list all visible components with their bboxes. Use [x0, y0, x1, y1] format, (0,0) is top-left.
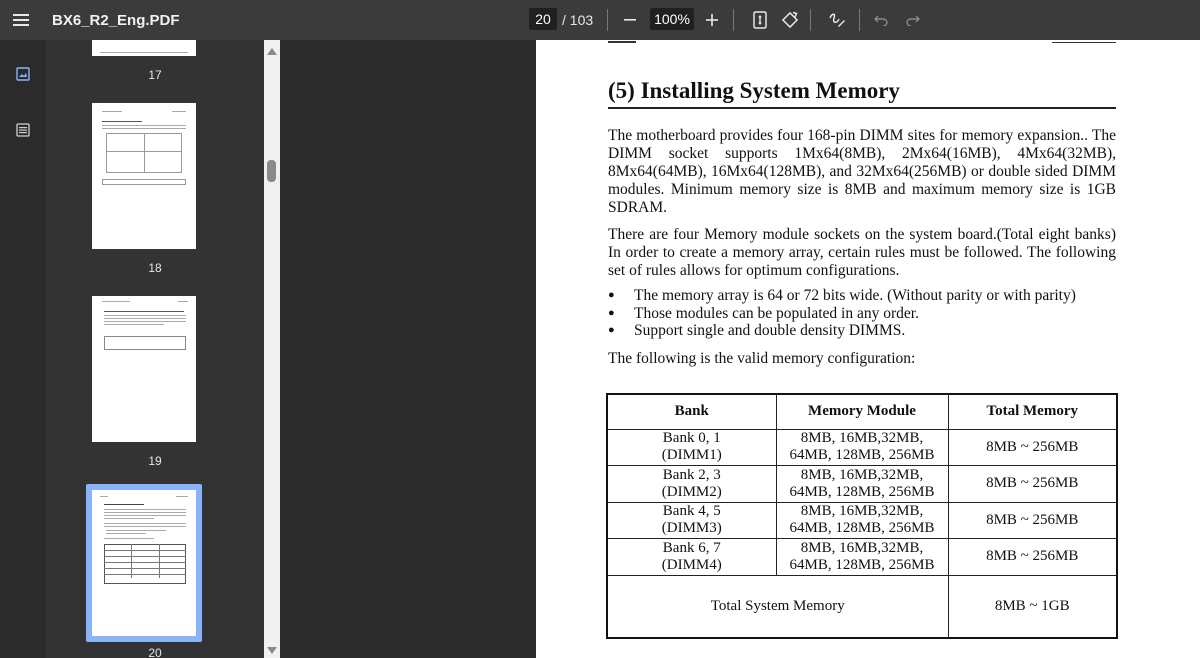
toolbar-divider: [607, 9, 608, 31]
module-cell: 8MB, 16MB,32MB, 64MB, 128MB, 256MB: [776, 429, 948, 466]
draw-icon: [828, 12, 846, 28]
paragraph: There are four Memory module sockets on the system board.(Total eight banks) In order to create a memory array, certain rules must be followed. The following set of rules allows for optimum configurations.: [608, 226, 1116, 279]
table-row: [607, 466, 1117, 503]
draw-button[interactable]: [824, 0, 850, 40]
section-title: (5) Installing System Memory: [608, 78, 900, 103]
paragraph: The following is the valid memory configuration:: [608, 350, 916, 367]
toolbar-divider: [859, 9, 860, 31]
previous-header-fragment: [608, 40, 636, 43]
paragraph: The motherboard provides four 168-pin DIMM sites for memory expansion.. The DIMM socket supports 1Mx64(8MB), 2Mx64(16MB), 4Mx64(32MB), 8Mx64(64MB), 16Mx64(128MB), and 32Mx64(256MB) or double sided DIMM modules. Minimum memory size is 8MB and maximum memory size is 1GB SDRAM.: [608, 127, 1116, 216]
thumbnail-page-number: 18: [148, 261, 162, 275]
total-cell: 8MB ~ 256MB: [948, 539, 1117, 576]
total-cell: 8MB ~ 256MB: [948, 429, 1117, 466]
top-toolbar: [0, 0, 1200, 40]
toolbar-divider: [733, 9, 734, 31]
list-item: ● Those modules can be populated in any order.: [608, 305, 1116, 323]
zoom-in-button[interactable]: [702, 0, 722, 40]
outline-icon: [16, 123, 30, 137]
total-label-cell: Total System Memory: [607, 575, 948, 638]
zoom-out-button[interactable]: [620, 0, 640, 40]
document-title: BX6_R2_Eng.PDF: [52, 11, 180, 29]
column-header: Bank: [607, 394, 776, 429]
memory-configuration-table: [606, 393, 1118, 639]
table-row: [607, 539, 1117, 576]
bank-cell: Bank 2, 3 (DIMM2): [607, 466, 776, 503]
page-thumbnail[interactable]: [92, 103, 196, 249]
column-header: Memory Module: [776, 394, 948, 429]
thumbnail-scrollbar[interactable]: [264, 40, 280, 658]
outline-view-button[interactable]: [13, 120, 33, 140]
column-header: Total Memory: [948, 394, 1117, 429]
table-total-row: [607, 575, 1117, 638]
redo-icon: [906, 14, 920, 26]
total-value-cell: 8MB ~ 1GB: [948, 575, 1117, 638]
redo-button[interactable]: [902, 0, 924, 40]
minus-icon: [624, 14, 636, 26]
page-thumbnail[interactable]: [92, 296, 196, 442]
module-cell: 8MB, 16MB,32MB, 64MB, 128MB, 256MB: [776, 502, 948, 539]
undo-button[interactable]: [870, 0, 892, 40]
plus-icon: [706, 14, 718, 26]
thumbnails-view-button[interactable]: [13, 64, 33, 84]
chapter-header-fragment: [1052, 40, 1116, 43]
page-total-label: / 103: [562, 12, 594, 28]
title-underline: [608, 107, 1116, 109]
menu-button[interactable]: [6, 0, 36, 40]
thumbnail-page-number: 17: [148, 68, 162, 82]
module-cell: 8MB, 16MB,32MB, 64MB, 128MB, 256MB: [776, 466, 948, 503]
bank-cell: Bank 0, 1 (DIMM1): [607, 429, 776, 466]
rotate-icon: [781, 11, 799, 29]
scroll-up-icon[interactable]: [267, 48, 277, 55]
table-row: [607, 429, 1117, 466]
thumbnail-page-number: 20: [148, 646, 162, 658]
undo-icon: [874, 14, 888, 26]
thumbnails-icon: [16, 67, 30, 81]
rotate-button[interactable]: [778, 0, 802, 40]
page-thumbnail[interactable]: [92, 40, 196, 56]
document-viewer[interactable]: [280, 40, 1200, 658]
sidebar-rail: [0, 40, 46, 658]
hamburger-icon: [13, 13, 29, 27]
list-item: ● The memory array is 64 or 72 bits wide. (Without parity or with parity): [608, 287, 1116, 305]
module-cell: 8MB, 16MB,32MB, 64MB, 128MB, 256MB: [776, 539, 948, 576]
table-row: [607, 502, 1117, 539]
toolbar-divider: [810, 9, 811, 31]
thumbnail-page-number: 19: [148, 454, 162, 468]
zoom-level-input[interactable]: 100%: [650, 8, 694, 30]
page-thumbnail-selected[interactable]: [92, 490, 196, 636]
scrollbar-thumb[interactable]: [267, 160, 276, 182]
fit-page-button[interactable]: [748, 0, 772, 40]
list-item: ● Support single and double density DIMMS.: [608, 322, 1116, 340]
bank-cell: Bank 4, 5 (DIMM3): [607, 502, 776, 539]
thumbnail-pane: [46, 40, 264, 658]
pdf-page: [536, 40, 1200, 658]
fit-page-icon: [753, 11, 767, 29]
scroll-down-icon[interactable]: [267, 647, 277, 654]
total-cell: 8MB ~ 256MB: [948, 466, 1117, 503]
rules-list: [608, 287, 1116, 340]
page-number-input[interactable]: 20: [529, 8, 557, 30]
bank-cell: Bank 6, 7 (DIMM4): [607, 539, 776, 576]
table-header-row: [607, 394, 1117, 429]
total-cell: 8MB ~ 256MB: [948, 502, 1117, 539]
